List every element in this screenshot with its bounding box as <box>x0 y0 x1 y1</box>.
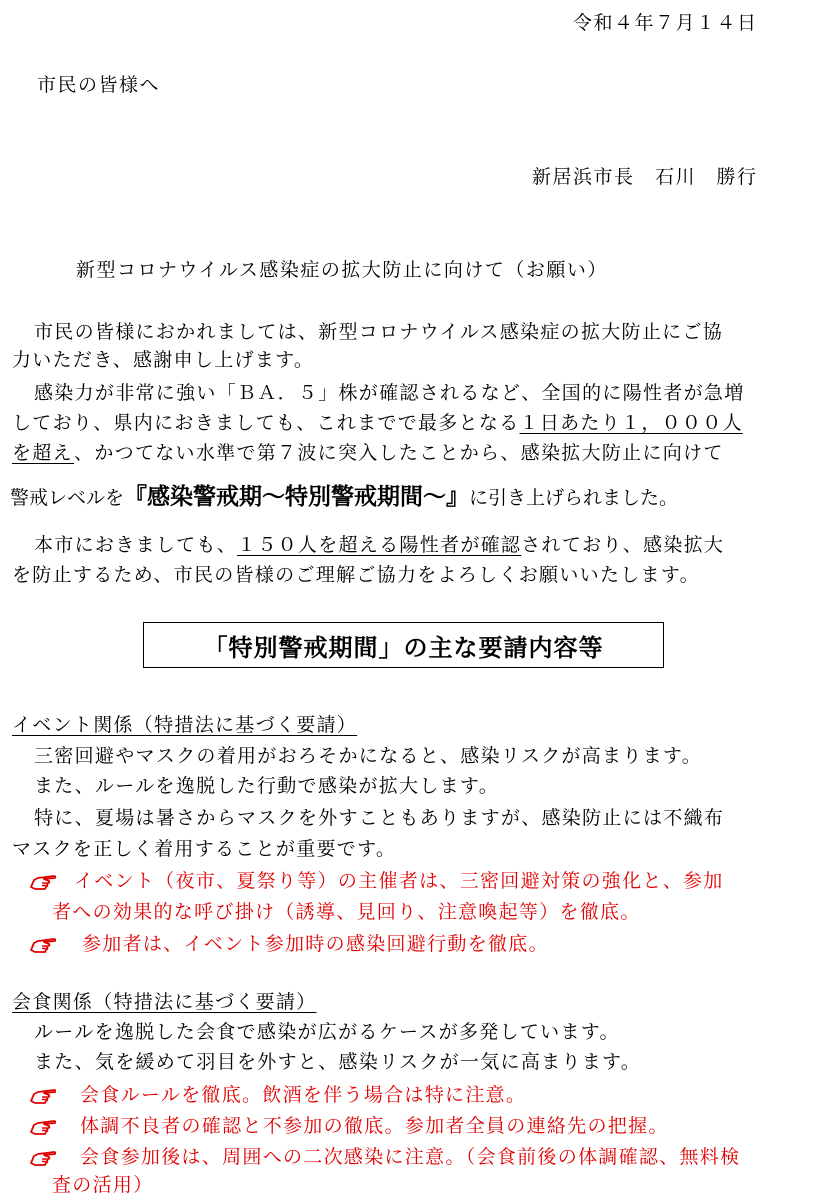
event-bullet-2: 参加者は、イベント参加時の感染回避行動を徹底。 <box>82 933 549 955</box>
intro-p2-line3-b: 、かつてない水準で第７波に突入したことから、感染拡大防止に向けて <box>74 442 724 464</box>
requests-heading-box <box>143 622 664 668</box>
intro-p1-line2: 力いただき、感謝申し上げます。 <box>12 349 315 371</box>
dining-bullet-1: 会食ルールを徹底。飲酒を伴う場合は特に注意。 <box>80 1084 527 1106</box>
intro-p2-line4-c: に引き上げられました。 <box>469 487 679 509</box>
intro-p2-line3 <box>12 438 724 465</box>
sender-signature: 新居浜市長 石川 勝行 <box>532 166 758 188</box>
requests-heading: 「特別警戒期間」の主な要請内容等 <box>203 633 604 662</box>
event-bullet-1-line2: 者への効果的な呼び掛け（誘導、見回り、注意喚起等）を徹底。 <box>52 901 641 923</box>
event-line-4: マスクを正しく着用することが重要です。 <box>12 838 397 860</box>
intro-p2-line2-a: しており、県内におきましても、これまでで最多となる <box>12 412 520 434</box>
event-section-heading: イベント関係（特措法に基づく要請） <box>12 714 358 736</box>
dining-line-2: また、気を緩めて羽目を外すと、感染リスクが一気に高まります。 <box>34 1051 642 1073</box>
dining-line-1: ルールを逸脱した会食で感染が広がるケースが多発しています。 <box>34 1021 620 1043</box>
intro-p2-line4-a: 警戒レベルを <box>10 487 125 509</box>
intro-p2-line2 <box>12 408 743 435</box>
pointing-hand-icon <box>30 1116 56 1136</box>
dining-section-heading: 会食関係（特措法に基づく要請） <box>12 991 317 1013</box>
intro-p2-line4 <box>10 478 678 511</box>
recipient: 市民の皆様へ <box>37 74 161 96</box>
dining-bullet-3-line2: 査の活用） <box>52 1174 154 1196</box>
event-line-3: 特に、夏場は暑さからマスクを外すこともありますが、感染防止には不織布 <box>34 807 725 829</box>
intro-p2-line1: 感染力が非常に強い「ＢＡ．５」株が確認されるなど、全国的に陽性者が急増 <box>34 382 745 404</box>
document-title: 新型コロナウイルス感染症の拡大防止に向けて（お願い） <box>76 259 608 281</box>
event-line-2: また、ルールを逸脱した行動で感染が拡大します。 <box>34 775 500 797</box>
city-cases-highlight: １５０人を超える陽性者が確認 <box>237 534 522 556</box>
dining-bullet-3-line1: 会食参加後は、周囲への二次感染に注意。（会食前後の体調確認、無料検 <box>80 1146 741 1168</box>
pointing-hand-icon <box>30 871 56 891</box>
intro-p3-line2: を防止するため、市民の皆様のご理解ご協力をよろしくお願いいたします。 <box>12 564 700 586</box>
intro-p3-line1 <box>34 530 724 557</box>
event-line-1: 三密回避やマスクの着用がおろそかになると、感染リスクが高まります。 <box>34 745 703 767</box>
alert-level-name: 『感染警戒期～特別警戒期間～』 <box>124 484 470 510</box>
intro-p3-line1-c: されており、感染拡大 <box>521 534 725 556</box>
dining-bullet-2: 体調不良者の確認と不参加の徹底。参加者全員の連絡先の把握。 <box>80 1115 669 1137</box>
pointing-hand-icon <box>30 1085 56 1105</box>
document-date: 令和４年７月１４日 <box>573 12 758 34</box>
intro-p2-line3-a: を超え <box>12 442 75 464</box>
pointing-hand-icon <box>30 1147 56 1167</box>
pointing-hand-icon <box>30 934 56 954</box>
event-bullet-1-line1: イベント（夜市、夏祭り等）の主催者は、三密回避対策の強化と、参加 <box>74 870 724 892</box>
intro-p1-line1: 市民の皆様におかれましては、新型コロナウイルス感染症の拡大防止にご協 <box>34 321 724 343</box>
daily-cases-highlight: １日あたり１，０００人 <box>519 412 743 434</box>
intro-p3-line1-a: 本市におきましても、 <box>34 534 238 556</box>
